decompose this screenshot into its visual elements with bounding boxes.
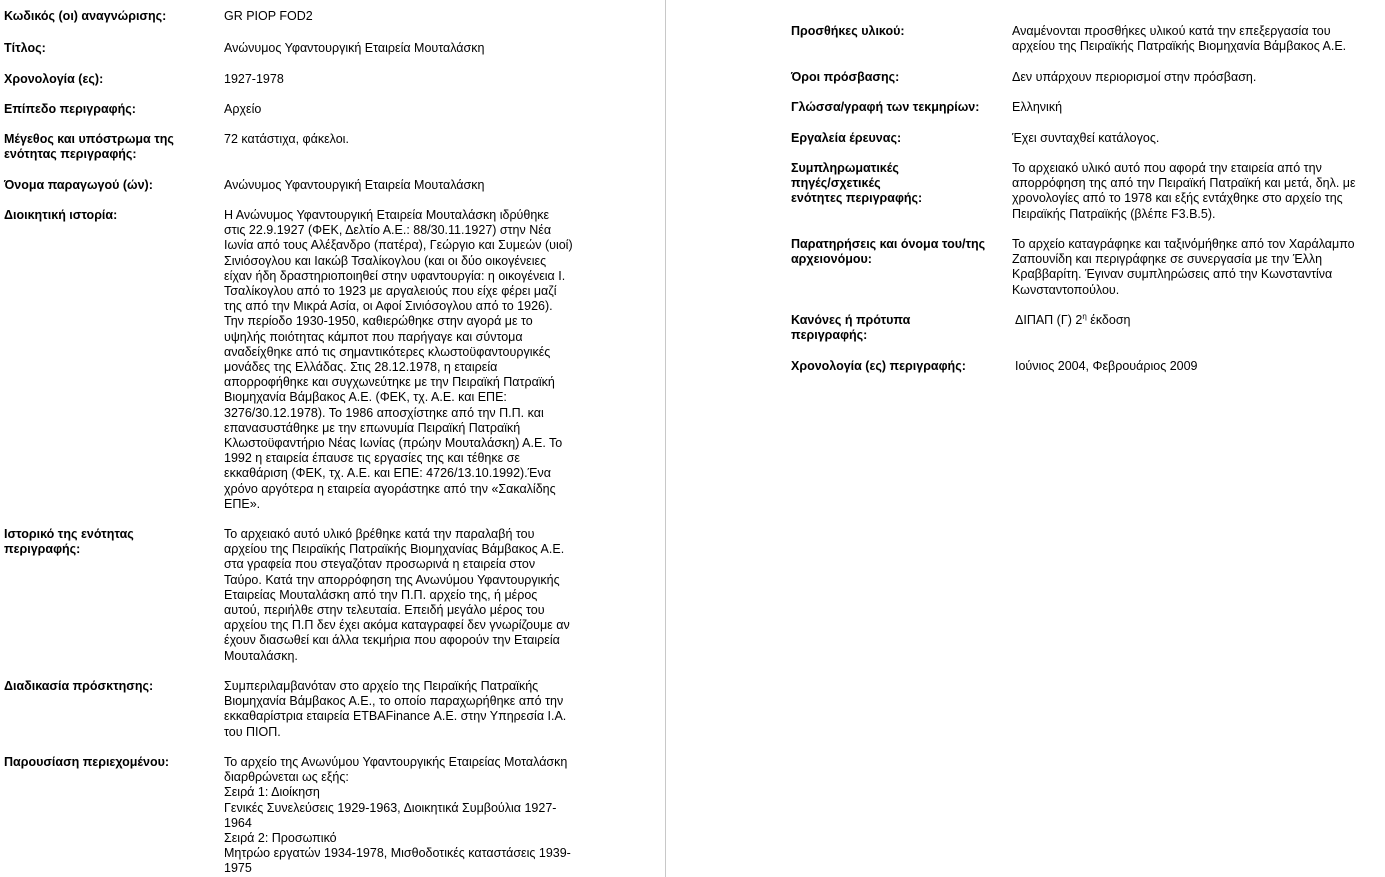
- field-label: Παρατηρήσεις και όνομα του/της αρχειονόμου:: [791, 237, 986, 267]
- left-page: [0, 0, 665, 877]
- field-value: Δεν υπάρχουν περιορισμοί στην πρόσβαση.: [1012, 70, 1257, 84]
- field-value: Αρχείο: [224, 102, 262, 116]
- field-value: Έχει συνταχθεί κατάλογος.: [1012, 131, 1160, 145]
- field-label: Τίτλος:: [4, 41, 46, 55]
- field-value: Ελληνική: [1012, 100, 1063, 114]
- field-label: Χρονολογία (ες) περιγραφής:: [791, 359, 966, 373]
- field-value: GR PIOP FOD2: [224, 9, 313, 23]
- field-value: 72 κατάστιχα, φάκελοι.: [224, 132, 349, 146]
- field-label: Επίπεδο περιγραφής:: [4, 102, 136, 116]
- field-label: Συμπληρωματικές πηγές/σχετικές ενότητες περιγραφής:: [791, 161, 923, 206]
- field-label: Όνομα παραγωγού (ών):: [4, 178, 153, 192]
- field-label: Ιστορικό της ενότητας περιγραφής:: [4, 527, 134, 557]
- field-value: Ανώνυμος Υφαντουργική Εταιρεία Μουταλάσκη: [224, 41, 485, 55]
- field-value: 1927-1978: [224, 72, 284, 86]
- field-value: Το αρχειακό υλικό αυτό που αφορά την εταιρεία από την απορρόφηση της από την Πειραϊκή Πατραϊκή και μετά, δηλ. με χρονολογίες από το 1978 και εξής εντάχθηκε στο αρχείο της Πειραϊκής Πατραϊκής (βλέπε F3.B.5).: [1012, 161, 1356, 221]
- field-label: Χρονολογία (ες):: [4, 72, 104, 86]
- field-value: Ανώνυμος Υφαντουργική Εταιρεία Μουταλάσκη: [224, 178, 485, 192]
- field-value: [1015, 313, 1385, 328]
- field-label: Κανόνες ή πρότυπα περιγραφής:: [791, 313, 911, 343]
- field-label: Όροι πρόσβασης:: [791, 70, 900, 84]
- field-value: Ιούνιος 2004, Φεβρουάριος 2009: [1015, 359, 1198, 373]
- field-value: Το αρχείο καταγράφηκε και ταξινόμήθηκε από τον Χαράλαμπο Ζαπουνίδη και περιγράφηκε σε συνεργασία με την Έλλη Κραββαρίτη. Έγιναν συμπληρώσεις από την Κωνσταντίνα Κωνσταντοπούλου.: [1012, 237, 1355, 297]
- field-label: Διοικητική ιστορία:: [4, 208, 118, 222]
- field-label: Διαδικασία πρόσκτησης:: [4, 679, 154, 693]
- field-label: Προσθήκες υλικού:: [791, 24, 905, 38]
- field-value: Συμπεριλαμβανόταν στο αρχείο της Πειραϊκής Πατραϊκής Βιομηχανία Βάμβακος Α.Ε., το οποίο παραχωρήθηκε από την εκκαθαρίστρια εταιρεία ETBAFinance Α.Ε. στην Υπηρεσία Ι.Α. του ΠΙΟΠ.: [224, 679, 567, 739]
- rules-value-superscript: η: [1082, 311, 1087, 321]
- field-label: Εργαλεία έρευνας:: [791, 131, 902, 145]
- rules-value-prefix: ΔΙΠΑΠ (Γ) 2: [1015, 313, 1083, 327]
- field-label: Κωδικός (οι) αναγνώρισης:: [4, 9, 167, 23]
- field-value: Η Ανώνυμος Υφαντουργική Εταιρεία Μουταλάσκη ιδρύθηκε στις 22.9.1927 (ΦΕΚ, Δελτίο Α.Ε.: 88/30.11.1927) στην Νέα Ιωνία από τους Αλέξανδρο (πατέρα), Γεώργιο και Συμεών (υιοί) Σινιόσογλου και Ιακώβ Τσαλίκογλου (και οι δύο οικογένειες είχαν ήδη δραστηριοποιηθεί στην υφαντουργία: η οικογένεια Ι. Τσαλίκογλου από το 1923 με αργαλειούς που είχε φέρει μαζί της από την Μικρά Ασία, οι Αφοί Σινιόσογλου από το 1926). Την περίοδο 1930-1950, καθιερώθηκε στην αγορά με το υψηλής ποιότητας κάμποτ που παρήγαγε και σύντομα αναδείχθηκε από τις σημαντικότερες κλωστοϋφαντουργικές μονάδες της Ελλάδας. Στις 28.12.1978, η εταιρεία απορροφήθηκε και συγχωνεύτηκε με την Πειραϊκή Πατραϊκή Βιομηχανία Βάμβακος Α.Ε. (ΦΕΚ, τχ. Α.Ε. και ΕΠΕ: 3276/30.12.1978). Το 1986 αποσχίστηκε από την Π.Π. και επανασυστάθηκε με την επωνυμία Πειραϊκή Πατραϊκή Κλωστοϋφαντήριο Νέας Ιωνίας (πρώην Μουταλάσκη) Α.Ε. Το 1992 η εταιρεία έπαυσε τις εργασίες της και τέθηκε σε εκκαθάριση (ΦΕΚ, τχ. Α.Ε. και ΕΠΕ: 4726/13.10.1992).Ένα χρόνο αργότερα η εταιρεία αγοράστηκε από την «Σακαλίδης ΕΠΕ».: [224, 208, 573, 511]
- page-divider: [665, 0, 666, 877]
- rules-value-suffix: έκδοση: [1086, 313, 1131, 327]
- field-label: Μέγεθος και υπόστρωμα της ενότητας περιγραφής:: [4, 132, 174, 162]
- field-label: Γλώσσα/γραφή των τεκμηρίων:: [791, 100, 980, 114]
- field-value: Το αρχείο της Ανωνύμου Υφαντουργικής Εταιρείας Μοταλάσκη διαρθρώνεται ως εξής: Σειρά 1: Διοίκηση Γενικές Συνελεύσεις 1929-1963, Διοικητικά Συμβούλια 1927- 1964 Σειρά 2: Προσωπικό Μητρώο εργατών 1934-1978, Μισθοδοτικές καταστάσεις 1939- 1975: [224, 755, 571, 876]
- field-label: Παρουσίαση περιεχομένου:: [4, 755, 170, 769]
- field-value: Το αρχειακό αυτό υλικό βρέθηκε κατά την παραλαβή του αρχείου της Πειραϊκής Πατραϊκής Βιομηχανίας Βάμβακος Α.Ε. στα γραφεία που στεγαζόταν προσωρινά η εταιρεία στον Ταύρο. Κατά την απορρόφηση της Ανωνύμου Υφαντουργικής Εταιρείας Μουταλάσκη από την Π.Π. αρχείο της, ή μέρος αυτού, περιήλθε στην τελευταία. Επειδή μεγάλο μέρος του αρχείου της Π.Π δεν έχει ακόμα καταγραφεί δεν γνωρίζουμε αν έχουν διασωθεί και άλλα τεκμήρια που αφορούν την Εταιρεία Μουταλάσκη.: [224, 527, 570, 663]
- field-value: Αναμένονται προσθήκες υλικού κατά την επεξεργασία του αρχείου της Πειραϊκής Πατραϊκής Βιομηχανία Βάμβακος Α.Ε.: [1012, 24, 1347, 54]
- right-page: [667, 0, 1385, 877]
